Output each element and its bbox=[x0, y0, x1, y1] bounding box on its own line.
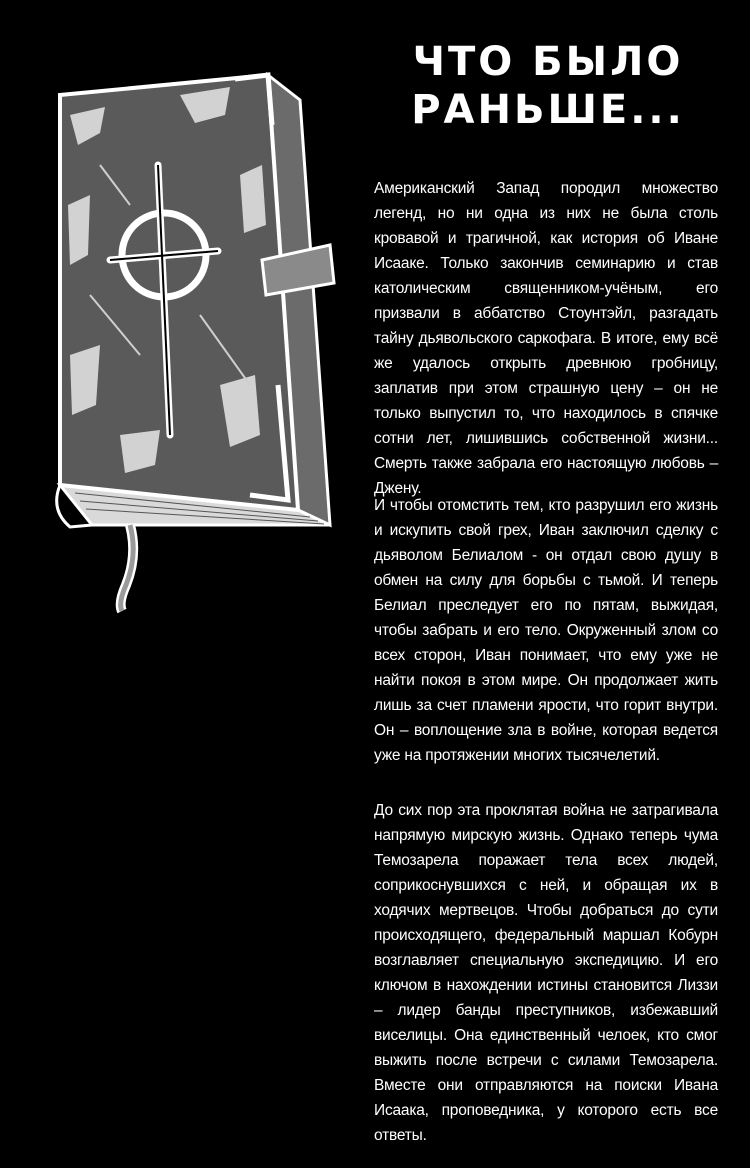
page-title bbox=[378, 38, 718, 134]
book-with-cross-icon bbox=[30, 55, 360, 615]
title-line-2: РАНЬШЕ... bbox=[411, 87, 685, 133]
title-line-1: ЧТО БЫЛО bbox=[412, 39, 684, 85]
story-paragraph-1: Американский Запад породил множество легенд, но ни одна из них не была столь кровавой и трагичной, как история об Иване Исааке. Только закончив семинарию и став католическим священником-учёным, его призвали в аббатство Стоунтэйл, разгадать тайну дьявольского саркофага. В итоге, ему всё же удалось открыть древнюю гробницу, заплатив при этом страшную цену – он не только выпустил то, что находилось в спячке сотни лет, лишившись собственной жизни... Смерть также забрала его настоящую любовь – Джену. bbox=[374, 180, 718, 497]
story-paragraph-2: И чтобы отомстить тем, кто разрушил его жизнь и искупить свой грех, Иван заключил сделку с дьяволом Белиалом - он отдал свою душу в обмен на силу для борьбы с тьмой. И теперь Белиал преследует его по пятам, выжидая, чтобы забрать и его тело. Окруженный злом со всех сторон, Иван понимает, что ему уже не найти покоя в этом мире. Он продолжает жить лишь за счет пламени ярости, что горит внутри. Он – воплощение зла в войне, которая ведется уже на протяжении многих тысячелетий. bbox=[374, 497, 718, 764]
story-paragraph-3: До сих пор эта проклятая война не затрагивала напрямую мирскую жизнь. Однако теперь чума Темозарела поражает тела всех людей, соприкоснувшихся с ней, и обращая их в ходячих мертвецов. Чтобы добраться до сути происходящего, федеральный маршал Кобурн возглавляет специальную экспедицию. И его ключом в нахождении истины становится Лиззи – лидер банды преступников, избежавший виселицы. Она единственный челоек, кто смог выжить после встречи с силами Темозарела. Вместе они отправляются на поиски Ивана Исаака, проповедника, у которого есть все ответы. bbox=[374, 802, 718, 1144]
